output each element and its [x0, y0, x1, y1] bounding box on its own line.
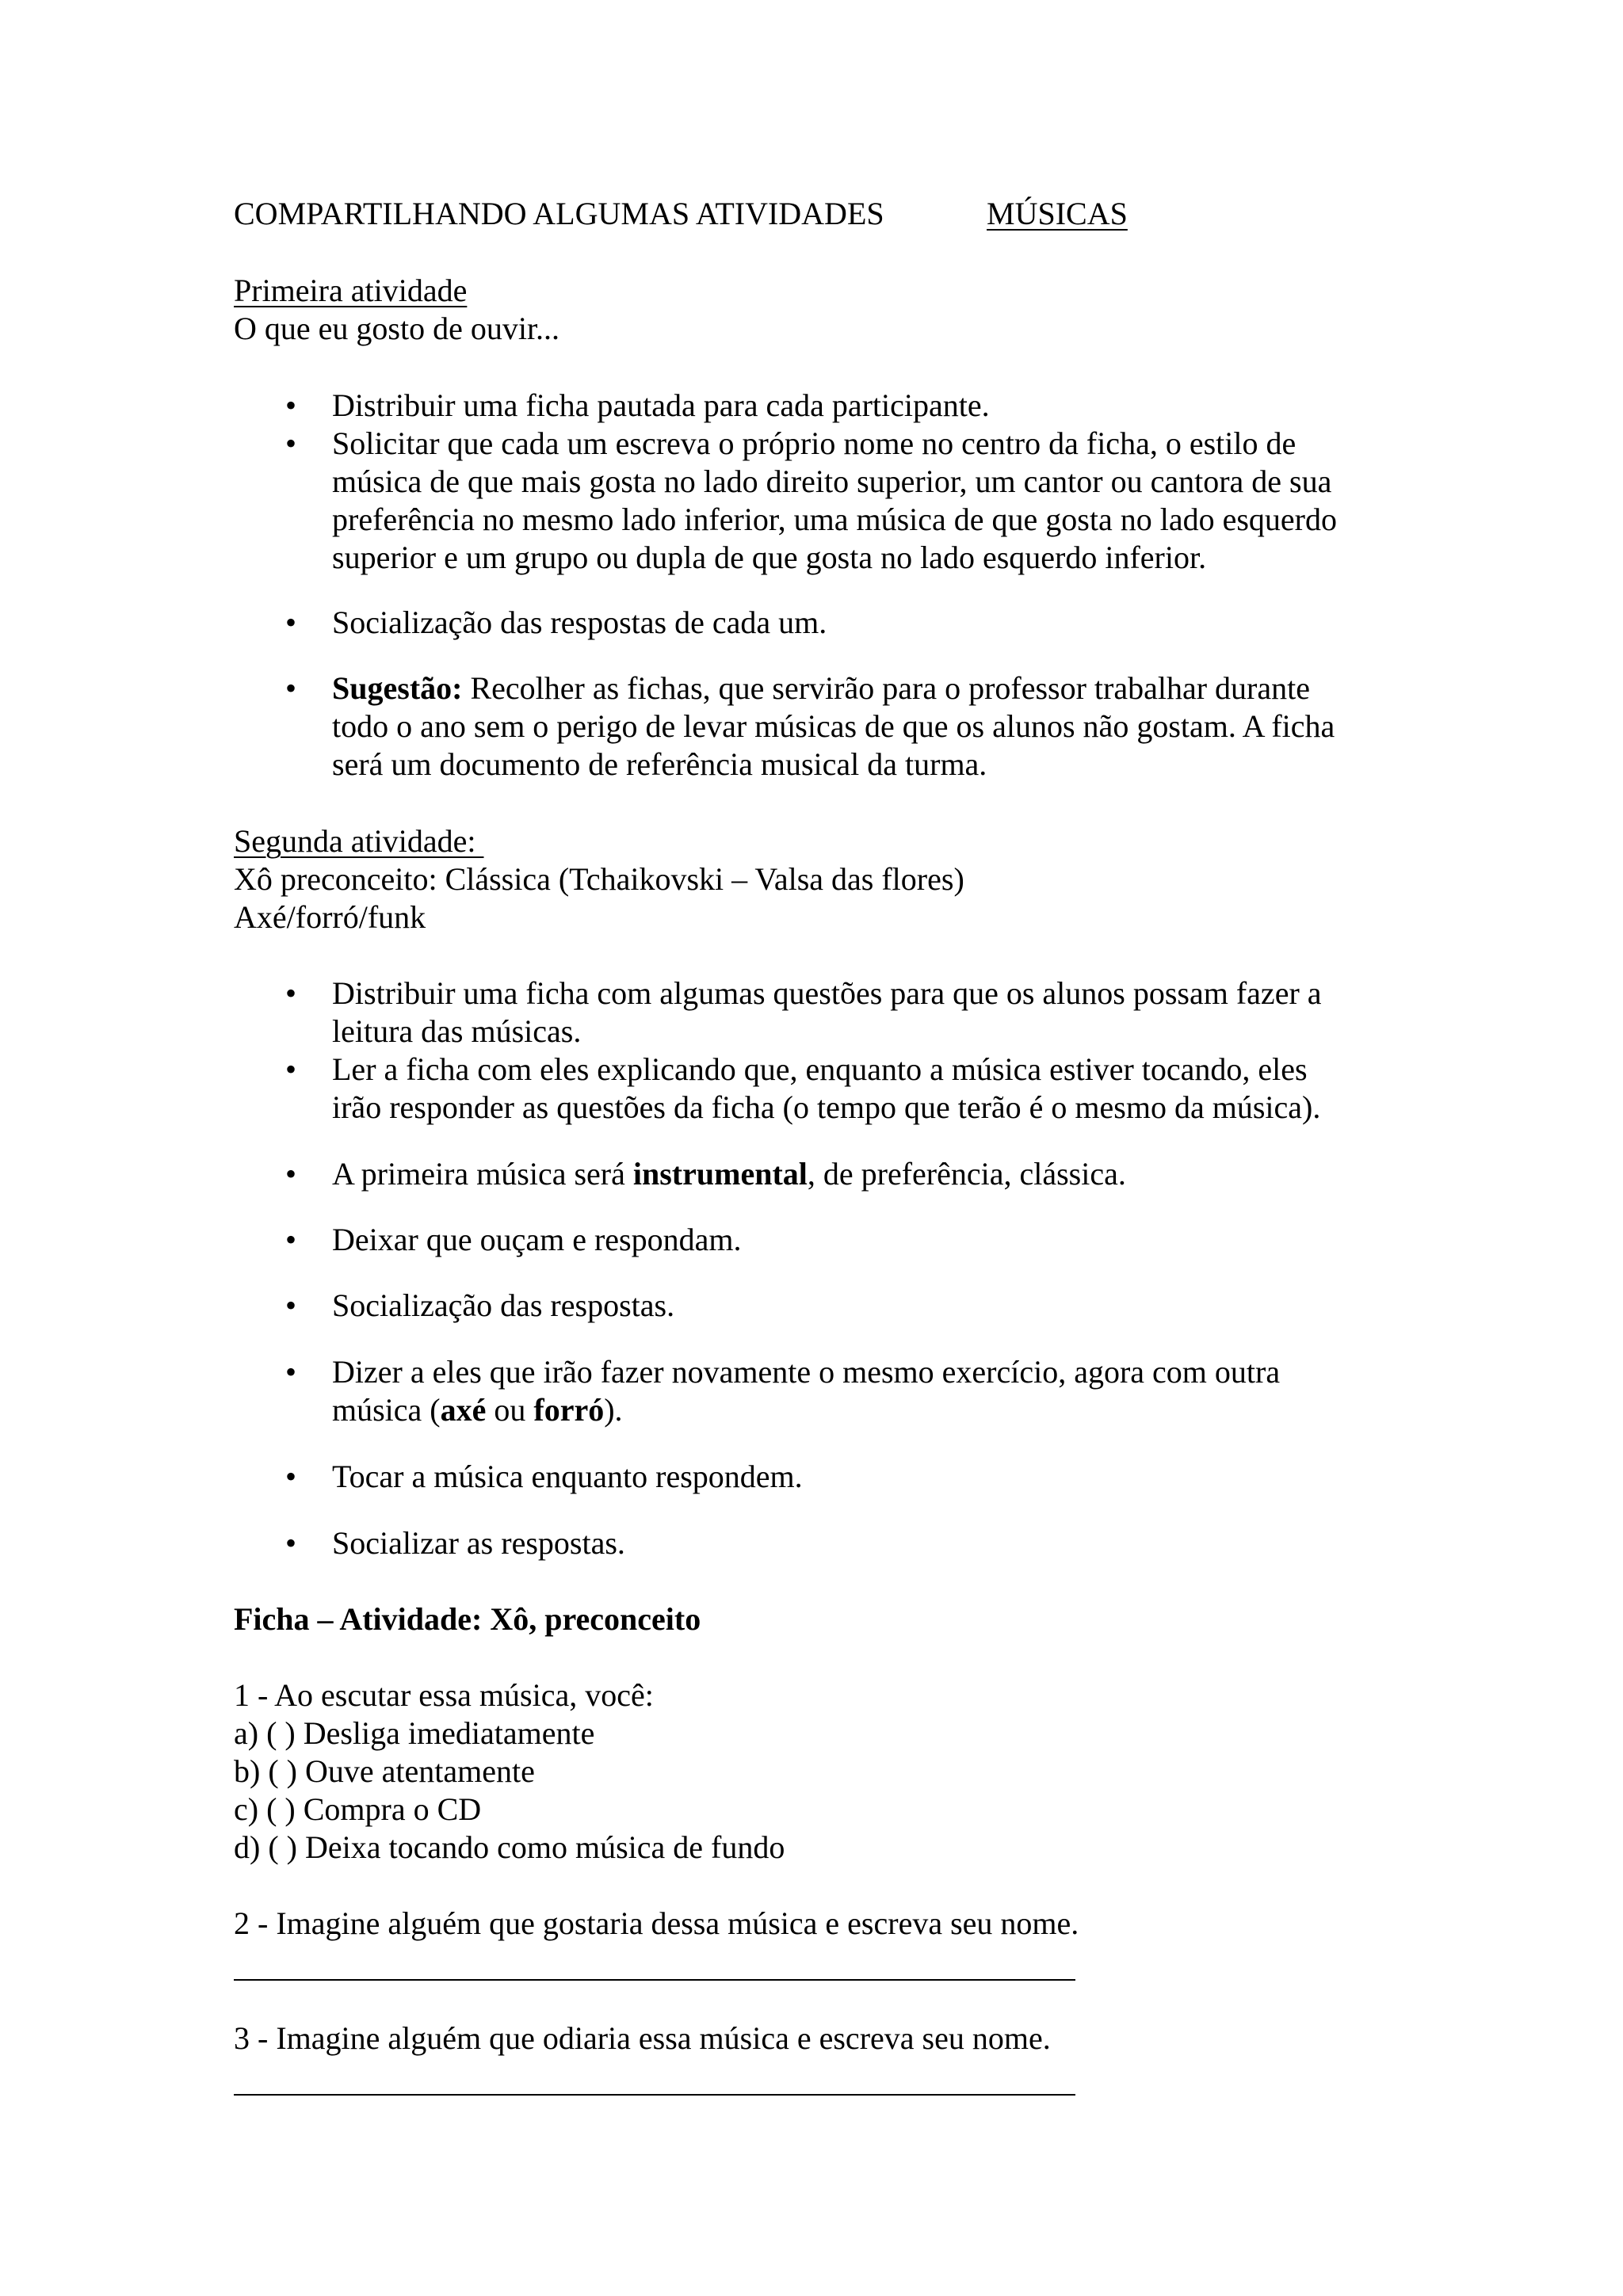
list-item: Socialização das respostas.: [332, 1287, 675, 1323]
bullet: •: [285, 1354, 297, 1390]
activity2-heading: Segunda atividade:: [234, 823, 484, 859]
option-a: a) ( ) Desliga imediatamente: [234, 1715, 595, 1751]
emphasis-forro: forró: [533, 1392, 605, 1428]
list-item: Socialização das respostas de cada um.: [332, 605, 827, 640]
option-b: b) ( ) Ouve atentamente: [234, 1753, 535, 1789]
suggestion-item: [332, 669, 1310, 707]
answer-line-2: [234, 1979, 1075, 1981]
text-run: ).: [604, 1392, 623, 1428]
bullet: •: [285, 1525, 297, 1561]
activity2-line1: Xô preconceito: Clássica (Tchaikovski – Valsa das flores): [234, 861, 964, 897]
bullet: •: [285, 425, 297, 461]
bullet: •: [285, 1156, 297, 1192]
text-run: ou: [486, 1392, 534, 1428]
list-item: Dizer a eles que irão fazer novamente o mesmo exercício, agora com outra: [332, 1354, 1281, 1390]
list-item: Ler a ficha com eles explicando que, enquanto a música estiver tocando, eles: [332, 1051, 1308, 1087]
list-item-continuation: leitura das músicas.: [332, 1013, 582, 1049]
emphasis-instrumental: instrumental: [632, 1156, 808, 1192]
text-run: , de preferência, clássica.: [807, 1156, 1126, 1192]
bullet: •: [285, 1287, 297, 1323]
emphasis-axe: axé: [440, 1392, 487, 1428]
text-run: A primeira música será: [332, 1156, 633, 1192]
bullet: •: [285, 387, 297, 423]
document-title: COMPARTILHANDO ALGUMAS ATIVIDADES: [234, 196, 884, 231]
list-item-continuation: irão responder as questões da ficha (o tempo que terão é o mesmo da música).: [332, 1089, 1321, 1125]
suggestion-label: Sugestão:: [332, 670, 463, 706]
bullet: •: [285, 1459, 297, 1494]
document-subject: MÚSICAS: [987, 196, 1128, 231]
bullet: •: [285, 1222, 297, 1257]
option-d: d) ( ) Deixa tocando como música de fundo: [234, 1829, 785, 1865]
list-item: Tocar a música enquanto respondem.: [332, 1459, 803, 1494]
text-run: música (: [332, 1392, 441, 1428]
list-item: Socializar as respostas.: [332, 1525, 625, 1561]
list-item-continuation: todo o ano sem o perigo de levar músicas de que os alunos não gostam. A ficha: [332, 708, 1335, 744]
activity1-subtitle: O que eu gosto de ouvir...: [234, 311, 560, 346]
bullet: •: [285, 1051, 297, 1087]
worksheet-title: Ficha – Atividade: Xô, preconceito: [234, 1601, 701, 1637]
bullet: •: [285, 975, 297, 1011]
list-item: Distribuir uma ficha pautada para cada participante.: [332, 387, 990, 423]
list-item-continuation: [332, 1391, 623, 1429]
bullet: •: [285, 605, 297, 640]
list-item: Distribuir uma ficha com algumas questões para que os alunos possam fazer a: [332, 975, 1322, 1011]
list-item: Solicitar que cada um escreva o próprio nome no centro da ficha, o estilo de: [332, 425, 1296, 461]
activity1-heading: Primeira atividade: [234, 273, 468, 308]
question-2: 2 - Imagine alguém que gostaria dessa música e escreva seu nome.: [234, 1905, 1079, 1941]
bullet: •: [285, 670, 297, 706]
list-item: Deixar que ouçam e respondam.: [332, 1222, 742, 1257]
list-item-continuation: superior e um grupo ou dupla de que gosta no lado esquerdo inferior.: [332, 540, 1207, 575]
list-item-continuation: preferência no mesmo lado inferior, uma música de que gosta no lado esquerdo: [332, 502, 1337, 537]
question-1: 1 - Ao escutar essa música, você:: [234, 1677, 654, 1713]
list-item-continuation: música de que mais gosta no lado direito superior, um cantor ou cantora de sua: [332, 463, 1332, 499]
activity2-line2: Axé/forró/funk: [234, 899, 426, 935]
suggestion-text: Recolher as fichas, que servirão para o professor trabalhar durante: [462, 670, 1310, 706]
answer-line-3: [234, 2094, 1075, 2096]
option-c: c) ( ) Compra o CD: [234, 1791, 482, 1827]
list-item-continuation: será um documento de referência musical da turma.: [332, 746, 987, 782]
list-item: [332, 1155, 1126, 1193]
question-3: 3 - Imagine alguém que odiaria essa música e escreva seu nome.: [234, 2020, 1051, 2056]
